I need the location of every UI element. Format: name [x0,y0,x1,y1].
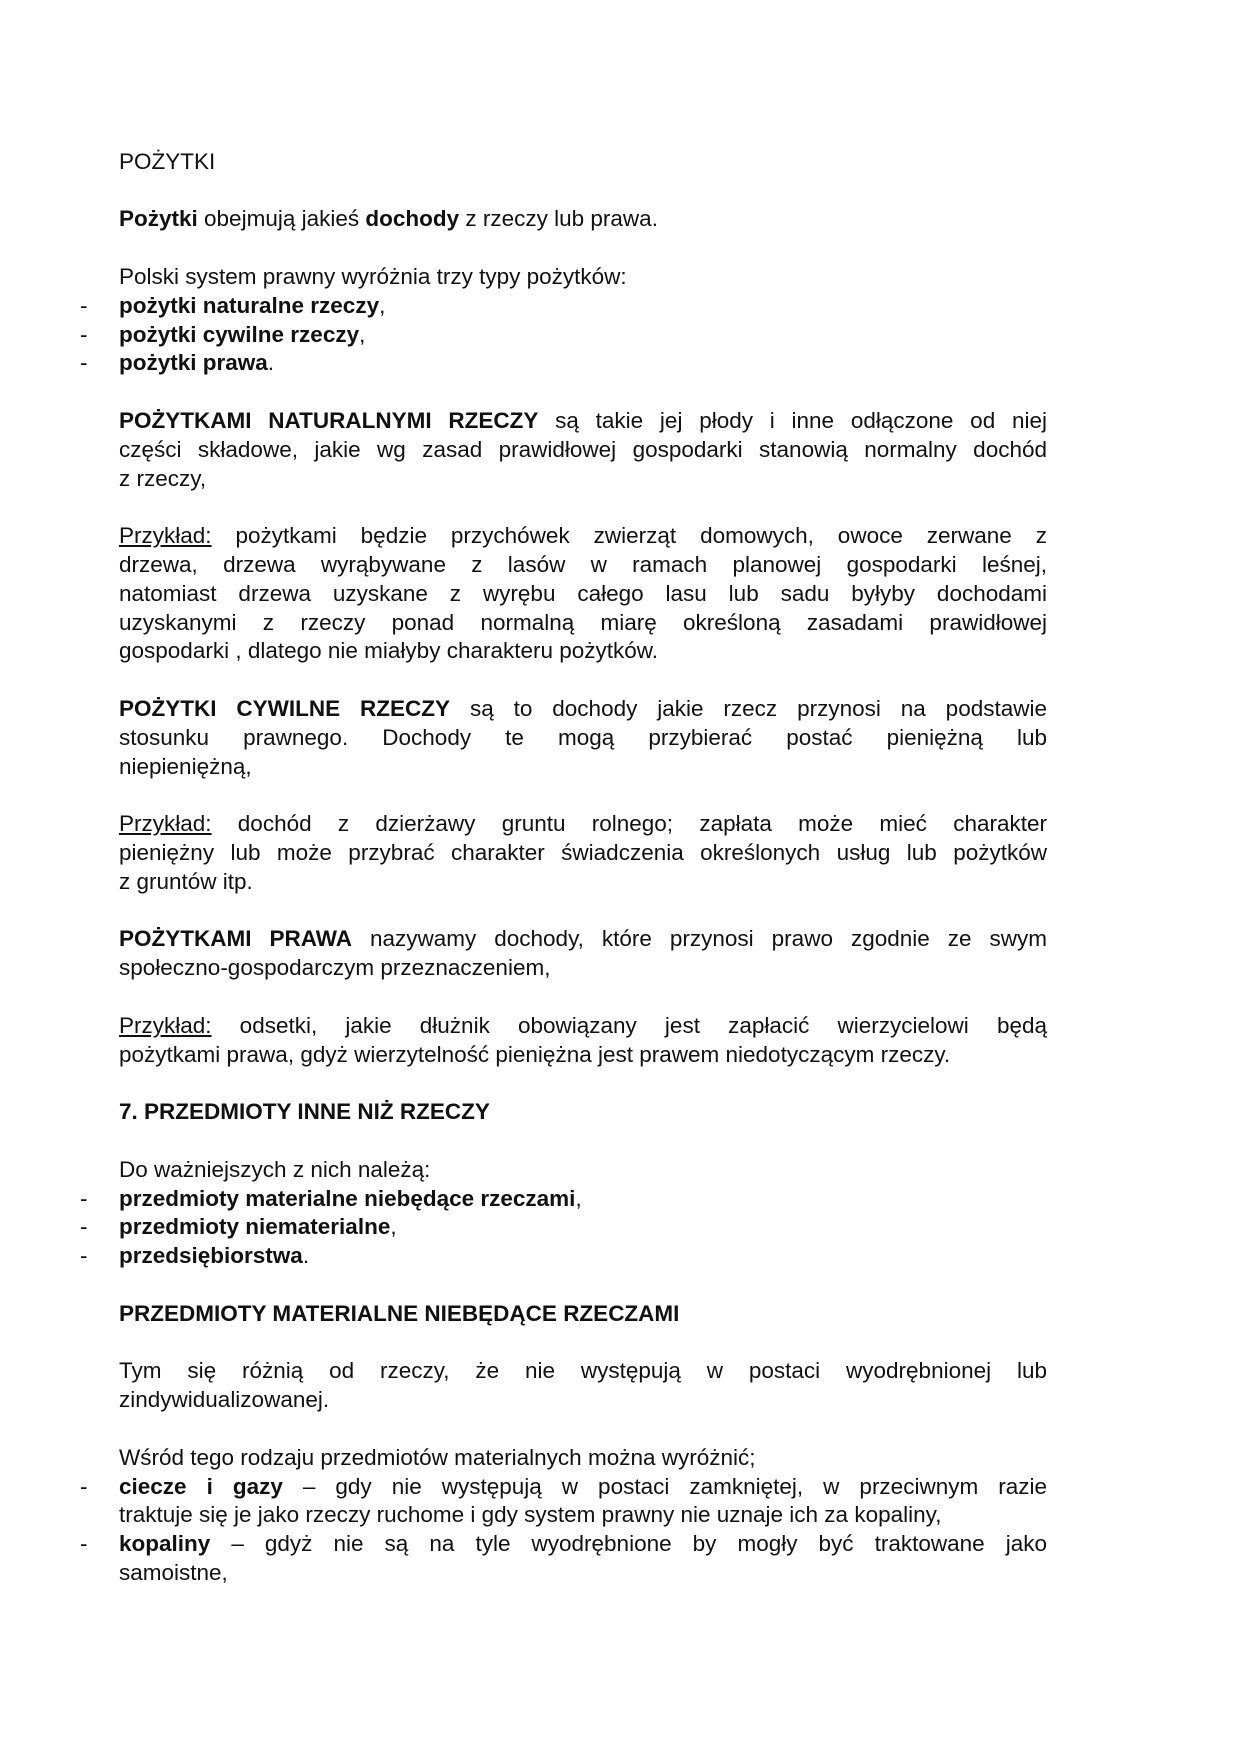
natural-paragraph-line: z rzeczy, [119,466,207,491]
natural-example-line: drzewa, drzewa wyrąbywane z lasów w ramach planowej gospodarki leśnej, [119,552,1047,577]
example-label: Przykład: [119,811,212,836]
law-example-line: Przykład: odsetki, jakie dłużnik obowiązany jest zapłacić wierzycielowi będą [119,1013,1047,1038]
civil-paragraph-line: niepieniężną, [119,754,252,779]
natural-example-line: gospodarki , dlatego nie miałyby charakteru pożytków. [119,638,659,663]
types-lead: Polski system prawny wyróżnia trzy typy pożytków: [119,264,627,289]
bullet-dash: - [80,1474,88,1499]
list-item: pożytki cywilne rzeczy, [119,322,366,347]
law-paragraph-line: POŻYTKAMI PRAWA nazywamy dochody, które przynosi prawo zgodnie ze swym [119,926,1047,951]
civil-example-line: pieniężny lub może przybrać charakter świadczenia określonych usług lub pożytków [119,840,1047,865]
law-paragraph-line: społeczno-gospodarczym przeznaczeniem, [119,955,551,980]
natural-paragraph-line: POŻYTKAMI NATURALNYMI RZECZY są takie jej płody i inne odłączone od niej [119,408,1047,433]
bullet-dash: - [80,293,88,318]
natural-paragraph-line: części składowe, jakie wg zasad prawidłowej gospodarki stanowią normalny dochód [119,437,1047,462]
natural-example-line: Przykład: pożytkami będzie przychówek zwierząt domowych, owoce zerwane z [119,523,1047,548]
bullet-dash: - [80,322,88,347]
list-item: przedmioty materialne niebędące rzeczami, [119,1186,582,1211]
minerals-line: kopaliny – gdyż nie są na tyle wyodrębnione by mogły być traktowane jako [119,1531,1047,1556]
list-item: pożytki naturalne rzeczy, [119,293,386,318]
material-desc-line: zindywidualizowanej. [119,1387,330,1412]
civil-example-line: z gruntów itp. [119,869,253,894]
list-item: pożytki prawa. [119,350,275,375]
intro-paragraph: Pożytki obejmują jakieś dochody z rzeczy lub prawa. [119,206,658,231]
material-heading: PRZEDMIOTY MATERIALNE NIEBĘDĄCE RZECZAMI [119,1301,680,1326]
bullet-dash: - [80,1531,88,1556]
civil-paragraph-line: stosunku prawnego. Dochody te mogą przybierać postać pieniężną lub [119,725,1047,750]
bullet-dash: - [80,350,88,375]
civil-paragraph-line: POŻYTKI CYWILNE RZECZY są to dochody jakie rzecz przynosi na podstawie [119,696,1047,721]
bullet-dash: - [80,1186,88,1211]
bullet-dash: - [80,1214,88,1239]
material-lead: Wśród tego rodzaju przedmiotów materialnych można wyróżnić; [119,1445,756,1470]
material-desc-line: Tym się różnią od rzeczy, że nie występują w postaci wyodrębnionej lub [119,1358,1047,1383]
example-label: Przykład: [119,1013,212,1038]
list-item: przedmioty niematerialne, [119,1214,397,1239]
heading-pozytki: POŻYTKI [119,149,216,174]
liquids-line: traktuje się je jako rzeczy ruchome i gdy system prawny nie uznaje ich za kopaliny, [119,1502,942,1527]
civil-example-line: Przykład: dochód z dzierżawy gruntu rolnego; zapłata może mieć charakter [119,811,1047,836]
objects-lead: Do ważniejszych z nich należą: [119,1157,431,1182]
bullet-dash: - [80,1243,88,1268]
minerals-line: samoistne, [119,1560,228,1585]
natural-example-line: natomiast drzewa uzyskane z wyrębu całego lasu lub sadu byłyby dochodami [119,581,1047,606]
section-7-heading: 7. PRZEDMIOTY INNE NIŻ RZECZY [119,1099,490,1124]
liquids-line: ciecze i gazy – gdy nie występują w postaci zamkniętej, w przeciwnym razie [119,1474,1047,1499]
natural-example-line: uzyskanymi z rzeczy ponad normalną miarę określoną zasadami prawidłowej [119,610,1047,635]
law-example-line: pożytkami prawa, gdyż wierzytelność pieniężna jest prawem niedotyczącym rzeczy. [119,1042,951,1067]
list-item: przedsiębiorstwa. [119,1243,310,1268]
example-label: Przykład: [119,523,212,548]
